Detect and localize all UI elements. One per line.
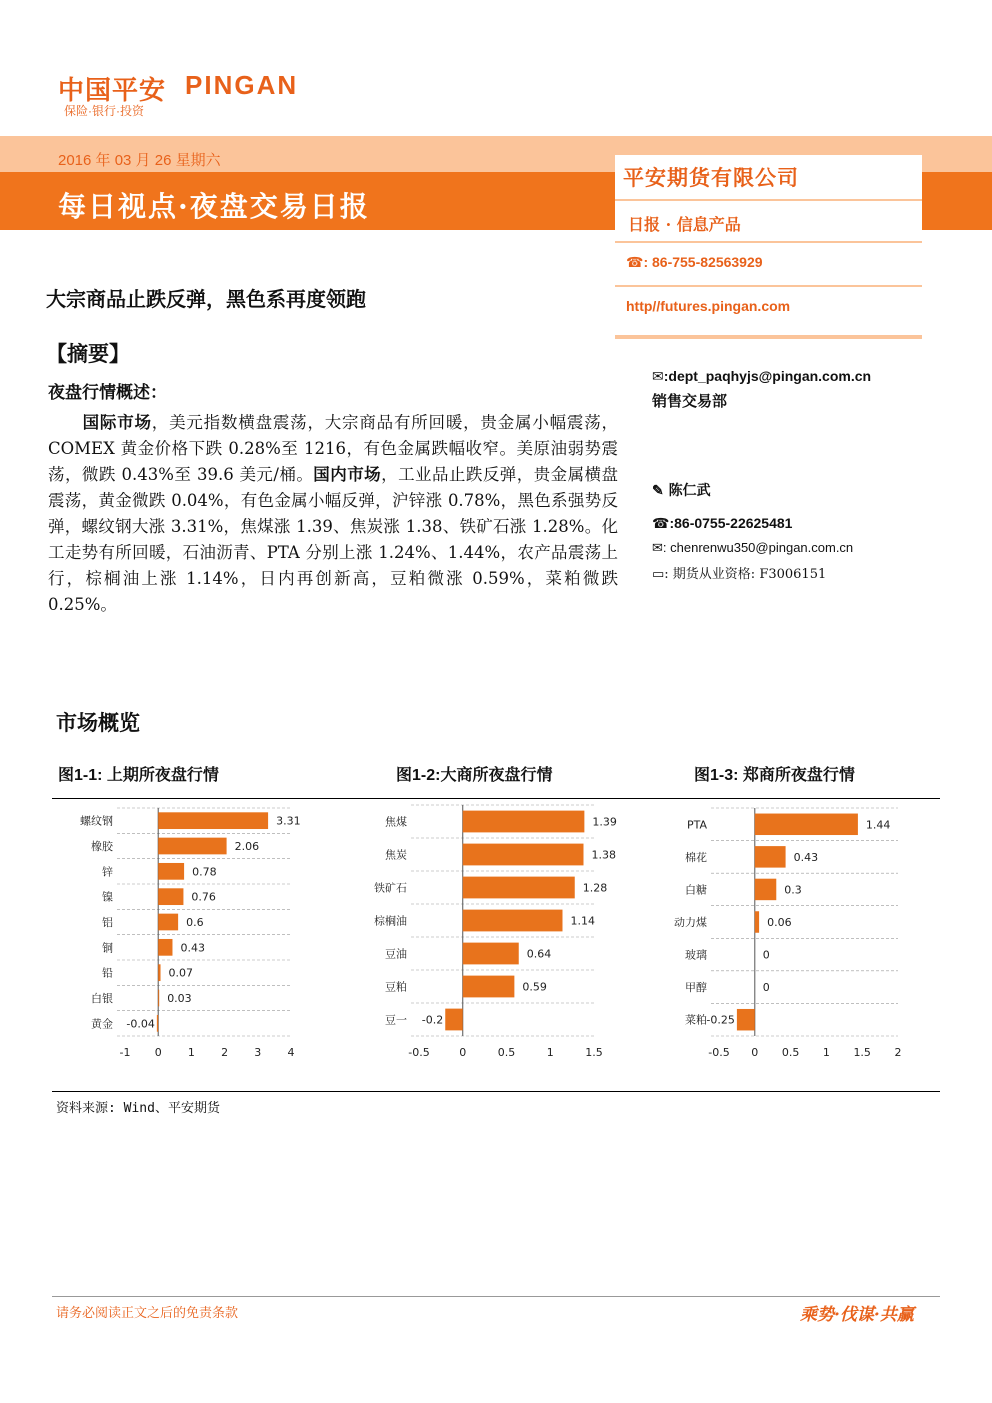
data-label: -0.2 xyxy=(421,1013,444,1027)
company-name: 平安期货有限公司 xyxy=(623,165,799,190)
category-label: 橡胶 xyxy=(91,840,113,853)
tick-label: -1 xyxy=(119,1046,131,1059)
bar-锌 xyxy=(158,863,184,880)
data-source: 资料来源: Wind、平安期货 xyxy=(56,1101,220,1116)
tick-label: 1 xyxy=(187,1046,195,1059)
category-label: 白银 xyxy=(91,992,113,1005)
data-label: 0.43 xyxy=(793,850,819,864)
category-label: 焦煤 xyxy=(385,815,407,829)
category-label: 豆油 xyxy=(385,947,407,961)
company-phone-row xyxy=(626,254,763,271)
analyst-qualification: : 期货从业资格: F3006151 xyxy=(664,567,827,582)
bar-棉花 xyxy=(755,846,786,867)
category-label: 铁矿石 xyxy=(374,881,407,895)
data-label: -0.25 xyxy=(706,1013,735,1027)
category-label: 棉花 xyxy=(685,850,707,864)
tick-label: 0 xyxy=(459,1046,467,1059)
dept-email[interactable]: :dept_paqhyjs@pingan.com.cn xyxy=(663,368,872,384)
company-phone: 86-755-82563929 xyxy=(652,254,763,270)
bar-黄金 xyxy=(157,1015,158,1032)
chart-title-czce: 图1-3: 郑商所夜盘行情 xyxy=(694,767,855,784)
tick-label: 0 xyxy=(751,1046,759,1059)
data-label: 1.44 xyxy=(865,818,891,832)
envelope-icon: ✉ xyxy=(652,368,664,384)
chart-title-shfe: 图1-1: 上期所夜盘行情 xyxy=(58,767,219,784)
tick-label: 0 xyxy=(154,1046,162,1059)
bar-焦炭 xyxy=(463,844,584,866)
bar-豆油 xyxy=(463,943,519,965)
data-label: 0.03 xyxy=(167,992,192,1005)
telephone-icon: ☎: xyxy=(626,254,649,270)
bar-铝 xyxy=(158,914,178,931)
data-label: 1.28 xyxy=(582,881,608,895)
category-label: PTA xyxy=(686,818,707,832)
category-label: 动力煤 xyxy=(674,916,707,929)
data-label: 0.6 xyxy=(186,916,204,929)
domestic-market-text: ，工业品止跌反弹，贵金属横盘震荡，黄金微跌 0.04%，有色金属小幅反弹，沪锌涨 0.78%，黑色系强势反弹，螺纹钢大涨 3.31%，焦煤涨 1.39、焦炭涨 1.38、铁矿石涨 1.28%。化工走势有所回暖，石油沥青、PTA 分别上涨 1.24%、1.44%，农产品震荡上行，棕榈油上涨 1.14%，日内再创新高，豆粕微涨 0.59%，菜粕微跌 0.25%。 xyxy=(48,465,618,614)
data-label: 0.43 xyxy=(180,941,205,955)
data-label: 0.64 xyxy=(526,947,552,961)
pen-icon: ✎ xyxy=(652,483,664,499)
category-label: 豆粕 xyxy=(385,980,407,994)
bar-棕榈油 xyxy=(463,910,563,932)
category-label: 黄金 xyxy=(91,1017,113,1031)
data-label: 0.06 xyxy=(767,916,792,929)
analyst-qualification-row xyxy=(652,563,826,582)
header-band-dark-right xyxy=(922,172,992,230)
report-title: 每日视点·夜盘交易日报 xyxy=(58,190,370,223)
category-label: 铅 xyxy=(102,966,113,980)
data-label: 1.39 xyxy=(592,815,617,829)
data-label: 0.3 xyxy=(784,883,802,897)
category-label: 菜粕 xyxy=(685,1013,707,1027)
chart-title-dce: 图1-2:大商所夜盘行情 xyxy=(396,767,553,784)
bar-橡胶 xyxy=(158,838,226,855)
tick-label: 0.5 xyxy=(781,1046,800,1059)
tick-label: 3 xyxy=(254,1046,262,1059)
chart-dce xyxy=(356,800,618,1070)
footer-slogan: 乘势·伐谋·共赢 xyxy=(800,1305,914,1325)
bar-豆粕 xyxy=(463,976,515,998)
bar-动力煤 xyxy=(755,911,759,932)
category-label: 焦炭 xyxy=(385,848,407,862)
tick-label: 1.5 xyxy=(853,1046,871,1059)
category-label: 锌 xyxy=(102,865,113,879)
analyst-tel-row xyxy=(652,515,792,532)
intl-market-text: ，美元指数横盘震荡，大宗商品有所回暖，贵金属小幅震荡，COMEX 黄金价格下跌 0.28%至 1216，有色金属跌幅收窄。美原油弱势震荡，微跌 0.43%至 39.6 美元/桶。 xyxy=(48,413,618,484)
chart-rule-bottom xyxy=(52,1091,940,1092)
tick-label: 2 xyxy=(221,1046,229,1059)
headline: 大宗商品止跌反弹，黑色系再度领跑 xyxy=(46,287,366,311)
dept-email-row xyxy=(652,368,871,385)
intl-market-label: 国际市场 xyxy=(82,413,152,432)
tick-label: 1 xyxy=(822,1046,830,1059)
bar-白糖 xyxy=(755,879,776,900)
report-date: 2016 年 03 月 26 星期六 xyxy=(58,152,221,169)
category-label: 甲醇 xyxy=(685,981,707,995)
bar-螺纹钢 xyxy=(158,812,268,829)
data-label: 2.06 xyxy=(234,840,260,853)
data-label: 0.07 xyxy=(168,966,194,980)
chart-shfe xyxy=(58,800,320,1070)
bar-镍 xyxy=(158,888,183,905)
bar-铜 xyxy=(158,939,172,956)
category-label: 玻璃 xyxy=(685,948,707,962)
tick-label: 2 xyxy=(894,1046,902,1059)
data-label: 0.76 xyxy=(191,890,216,904)
data-label: 1.38 xyxy=(591,848,616,862)
category-label: 豆一 xyxy=(385,1013,407,1027)
data-label: 0 xyxy=(762,981,770,995)
bar-PTA xyxy=(755,814,858,835)
category-label: 铝 xyxy=(102,916,113,929)
chart-czce xyxy=(660,800,922,1070)
bar-白银 xyxy=(158,990,159,1007)
overview-paragraph xyxy=(48,410,618,618)
analyst-row xyxy=(652,480,711,500)
tick-label: 1 xyxy=(546,1046,554,1059)
bar-菜粕 xyxy=(737,1009,755,1030)
category-label: 棕榈油 xyxy=(374,914,407,928)
bar-豆一 xyxy=(445,1009,463,1031)
tick-label: -0.5 xyxy=(408,1046,430,1059)
data-label: 1.14 xyxy=(570,914,595,928)
analyst-email[interactable]: : chenrenwu350@pingan.com.cn xyxy=(662,540,854,555)
data-label: 0 xyxy=(762,948,770,962)
tick-label: 4 xyxy=(287,1046,295,1059)
analyst-name: 陈仁武 xyxy=(668,483,711,499)
bar-铁矿石 xyxy=(463,877,575,899)
chart-rule-top xyxy=(52,798,940,799)
analyst-email-row xyxy=(652,540,853,556)
category-label: 螺纹钢 xyxy=(80,814,113,828)
tick-label: -0.5 xyxy=(708,1046,730,1059)
telephone-icon: ☎ xyxy=(652,515,670,531)
category-label: 铜 xyxy=(102,941,113,955)
data-label: 0.78 xyxy=(192,865,217,879)
company-url[interactable]: http//futures.pingan.com xyxy=(626,298,791,314)
section-title: 市场概览 xyxy=(56,710,140,735)
domestic-market-label: 国内市场 xyxy=(313,465,382,484)
analyst-tel: :86-0755-22625481 xyxy=(669,515,793,531)
footer-rule xyxy=(52,1296,940,1297)
overview-label: 夜盘行情概述： xyxy=(48,383,167,403)
data-label: -0.04 xyxy=(126,1017,155,1031)
logo-cn: 中国平安 xyxy=(58,75,167,105)
bar-焦煤 xyxy=(463,811,585,833)
data-label: 0.59 xyxy=(522,980,547,994)
tick-label: 0.5 xyxy=(497,1046,516,1059)
logo-en: PINGAN xyxy=(185,70,299,100)
envelope-icon: ✉ xyxy=(652,540,663,555)
footer-disclaimer[interactable]: 请务必阅读正文之后的免责条款 xyxy=(56,1305,239,1320)
abstract-label: 【摘要】 xyxy=(46,341,130,366)
tick-label: 1.5 xyxy=(585,1046,603,1059)
book-icon: ▭ xyxy=(652,567,665,582)
data-label: 3.31 xyxy=(276,814,301,828)
bar-铅 xyxy=(158,964,160,981)
logo-tagline: 保险·银行·投资 xyxy=(64,104,144,118)
category-label: 镍 xyxy=(102,890,113,904)
category-label: 白糖 xyxy=(685,883,707,897)
company-category: 日报 · 信息产品 xyxy=(628,215,741,234)
dept-name: 销售交易部 xyxy=(652,392,728,410)
